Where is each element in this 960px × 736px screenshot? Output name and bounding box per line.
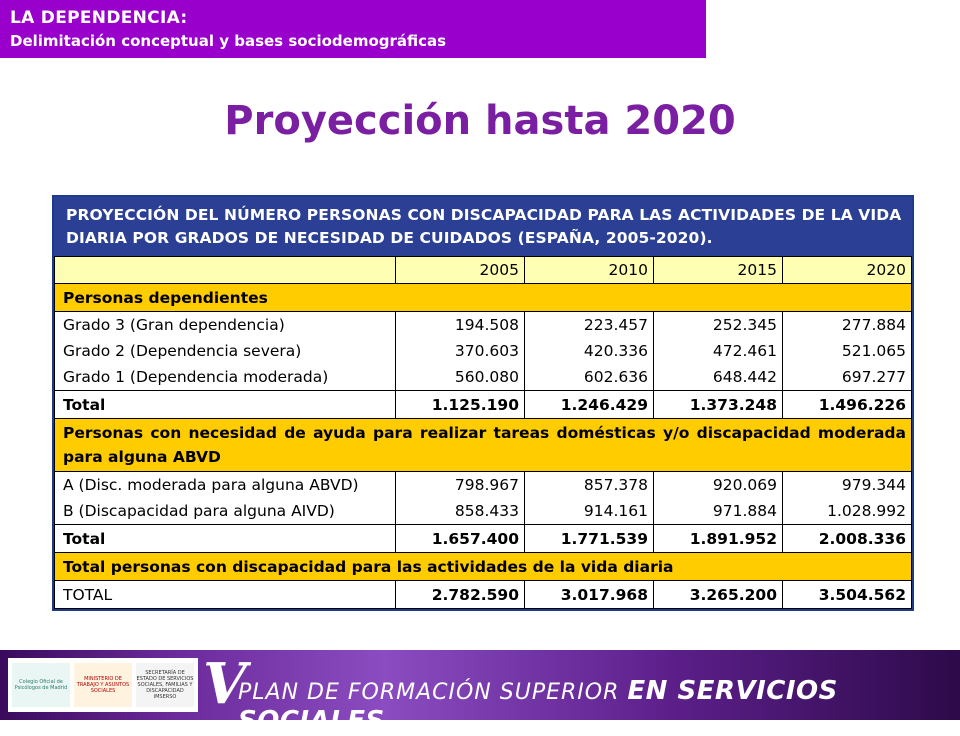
header-title: LA DEPENDENCIA: [10, 8, 188, 28]
table-row: Grado 3 (Gran dependencia) 194.508 223.457 252.345 277.884 [55, 312, 912, 339]
table-row: A (Disc. moderada para alguna ABVD) 798.967 857.378 920.069 979.344 [55, 472, 912, 499]
plan-title [238, 676, 960, 736]
projection-table [52, 195, 914, 611]
year-header-blank [55, 257, 396, 284]
year-header: 2005 [396, 257, 525, 284]
data-table [54, 256, 912, 609]
table-row: Grado 1 (Dependencia moderada) 560.080 602.636 648.442 697.277 [55, 364, 912, 391]
ministry-logo: MINISTERIO DE TRABAJO Y ASUNTOS SOCIALES [74, 663, 132, 707]
section-header: Personas con necesidad de ayuda para realizar tareas domésticas y/o discapacidad moderada para alguna ABVD [55, 419, 912, 472]
footer-banner [0, 650, 960, 736]
grand-total-row: TOTAL 2.782.590 3.017.968 3.265.200 3.504.562 [55, 581, 912, 609]
plan-text: PLAN DE FORMACIÓN SUPERIOR [238, 680, 620, 705]
table-row: Grado 2 (Dependencia severa) 370.603 420.336 472.461 521.065 [55, 338, 912, 364]
sponsor-logos [8, 658, 198, 712]
table-row: B (Discapacidad para alguna AIVD) 858.433 914.161 971.884 1.028.992 [55, 498, 912, 525]
section-header: Total personas con discapacidad para las actividades de la vida diaria [55, 553, 912, 581]
table-caption: PROYECCIÓN DEL NÚMERO PERSONAS CON DISCAPACIDAD PARA LAS ACTIVIDADES DE LA VIDA DIARIA POR GRADOS DE NECESIDAD DE CUIDADOS (ESPAÑA, 2005-2020). [54, 197, 912, 256]
year-header: 2010 [525, 257, 654, 284]
plan-bold-text: EN SERVICIOS SOCIALES [238, 676, 838, 736]
year-header: 2020 [783, 257, 912, 284]
psychologists-college-logo: Colegio Oficial de Psicólogos de Madrid [12, 663, 70, 707]
page-title: Proyección hasta 2020 [224, 98, 736, 144]
imserso-logo: SECRETARÍA DE ESTADO DE SERVICIOS SOCIALES, FAMILIAS Y DISCAPACIDAD IMSERSO [136, 663, 194, 707]
header-subtitle: Delimitación conceptual y bases sociodemográficas [10, 32, 447, 50]
roman-numeral-v: V [203, 651, 247, 717]
total-row: Total 1.657.400 1.771.539 1.891.952 2.008.336 [55, 525, 912, 553]
section-header: Personas dependientes [55, 284, 912, 312]
header-banner [0, 0, 706, 58]
total-row: Total 1.125.190 1.246.429 1.373.248 1.496.226 [55, 391, 912, 419]
year-header-row [55, 257, 912, 284]
year-header: 2015 [654, 257, 783, 284]
